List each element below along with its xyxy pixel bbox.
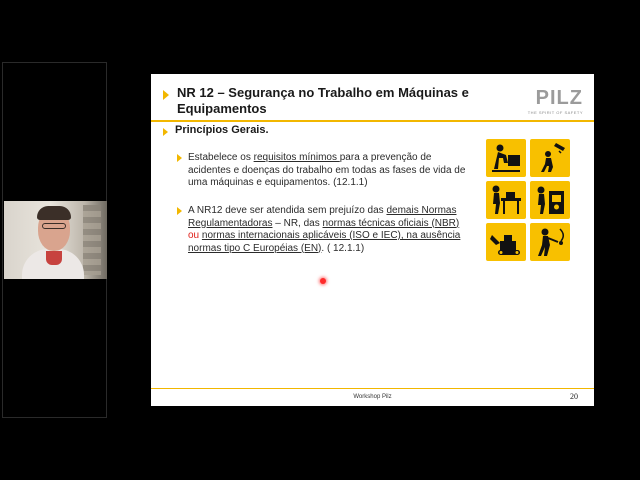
bullet2-text-mid: – NR, das xyxy=(272,217,323,229)
presenter-collar xyxy=(46,251,62,265)
bullet2-red-ou: ou xyxy=(188,230,202,241)
machine-operator-icon xyxy=(530,181,570,219)
bench-worker-icon xyxy=(486,181,526,219)
slide-footer: Workshop Pilz xyxy=(353,394,392,400)
bullet2-text: A NR12 deve ser atendida sem prejuízo das xyxy=(188,205,387,216)
bullet-nr12 xyxy=(188,205,471,255)
bullet2-underlined-nr: demais Normas Regulamentadoras xyxy=(188,205,457,229)
logo-tagline: THE SPIRIT OF SAFETY xyxy=(527,110,583,115)
section-heading: Princípios Gerais. xyxy=(175,124,269,136)
welding-worker-icon xyxy=(530,223,570,261)
bullet1-text-end: para a prevenção de acidentes e doenças do trabalho em todas as fases de vida de uma máquinas e equipamentos. (12.1.1) xyxy=(188,152,466,188)
title-divider xyxy=(151,120,594,122)
title-arrow-icon xyxy=(163,90,169,100)
lifting-worker-icon xyxy=(486,139,526,177)
webcam-panel xyxy=(2,62,107,418)
bullet2-underlined-nbr: normas técnicas oficiais (NBR) xyxy=(322,217,460,229)
excavator-icon xyxy=(486,223,526,261)
footer-divider xyxy=(151,388,594,389)
slide-title: NR 12 – Segurança no Trabalho em Máquinas e Equipamentos xyxy=(177,85,469,116)
page-number: 20 xyxy=(570,392,578,401)
bullet2-underlined-iso: normas internacionais aplicáveis (ISO e IEC), na ausência normas tipo C Européias (EN) xyxy=(188,230,461,254)
bullet1-underlined: requisitos mínimos xyxy=(253,152,340,163)
presentation-slide xyxy=(151,74,594,406)
background-shelf xyxy=(83,205,101,275)
section-arrow-icon xyxy=(163,128,168,136)
presenter-video xyxy=(4,201,107,279)
bullet-requisitos xyxy=(188,152,471,190)
bullet1-text: Estabelece os xyxy=(188,152,254,163)
presenter-glasses xyxy=(42,223,66,229)
falling-object-icon xyxy=(530,139,570,177)
bullet2-text-end: . ( 12.1.1) xyxy=(321,242,365,254)
presenter-hair xyxy=(37,206,71,220)
pilz-logo xyxy=(525,88,583,115)
logo-word: PILZ xyxy=(535,87,583,109)
bullet-arrow-icon xyxy=(177,154,182,162)
laser-pointer xyxy=(320,278,326,284)
bullet-arrow-icon xyxy=(177,207,182,215)
